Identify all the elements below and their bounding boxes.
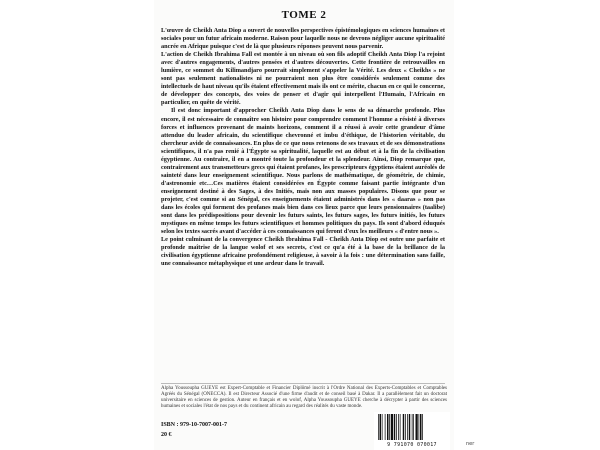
barcode-icon (374, 412, 450, 442)
side-mark: ner (466, 441, 475, 447)
divider (161, 383, 445, 384)
isbn-label: ISBN : 979-10-7007-001-7 (161, 422, 227, 428)
paragraph-1: L'œuvre de Cheikh Anta Diop a ouvert de nouvelles perspectives épistémologiques en sciences humaines et sociales pour un futur africain moderne. Raison pour laquelle nous ne devrons négliger aucune spiritualité ancrée en Afrique puisque c'est de là que plusieurs réponses peuvent nous parvenir. (161, 27, 445, 51)
page-title: TOME 2 (281, 9, 327, 21)
barcode-digits: 9 791070 070017 (387, 442, 437, 448)
back-cover-page (154, 0, 454, 450)
paragraph-2: L'action de Cheikh Ibrahima Fall est montée à un niveau où son fils adoptif Cheikh Anta Diop l'a rejoint avec d'autres engagements, d'autres pensées et d'autres découvertes. Cette frontière de retrouvailles en lumière, ce sommet du Kilimandjaro pourrait simplement s'appeler la Vérité. Les deux « Cheikhs » ne sont pas seulement nationalistes ni ne pourraient non plus être considérés seulement comme des intellectuels de haut niveau qu'ils étaient effectivement mais ils ont ce mérite, chacun en ce qui le concerne, de développer des concepts, des voies de penser et d'agir qui interpellent l'Humain, l'Africain en particulier, en quête de vérité. (161, 51, 445, 107)
author-bio: Alpha Youssoupha GUEYE est Expert-Comptable et Financier Diplômé inscrit à l'Ordre National des Experts-Comptables et Comptables Agréés du Sénégal (ONECCA). Il est Directeur Associé d'une firme d'audit et de conseil basé à Dakar. Il a parallèlement fait un doctorat universitaire en sciences de gestion. Auteur en français et en wolof, Alpha Youssoupha GUEYE cherche à décrypter à partir des sciences humaines et sociales l'état de nos pays et du continent africain au regard des réalités du vaste monde. (161, 386, 447, 410)
main-text (161, 27, 445, 268)
price-label: 20 € (161, 432, 172, 438)
barcode (374, 412, 450, 450)
paragraph-3: Il est donc important d'approcher Cheikh Anta Diop dans le sens de sa démarche profonde. Plus encore, il est nécessaire de connaître son histoire pour comprendre comment l'homme a résisté à diverses forces et influences provenant de maints horizons, comment il a réussi à avoir cette grandeur d'âme attendue du leader africain, du scientifique chevronné et imbu d'éthique, de l'historien véritable, du chercheur avide de connaissances. En plus de ce que nous retenons de ses travaux et de ses démonstrations scientifiques, il n'a pas renié à l'Égypte sa spiritualité, laquelle est au début et à la fin de la civilisation égyptienne. Au contraire, il en a montré toute la profondeur et la splendeur. Ainsi, Diop remarque que, contrairement aux transmetteurs grecs qui étaient profanes, les prescripteurs égyptiens étaient auréolés de sainteté dans leur enseignement scientifique. Nous parlons de mathématique, de géométrie, de chimie, d'astronomie etc…Ces matières étaient considérées en Égypte comme faisant partie intégrante d'un enseignement destiné à des Sages, à des Initiés, mais non aux masses populaires. Disons que pour se projeter, c'est comme si au Sénégal, ces enseignements étaient administrés dans les « daaras » non pas dans les écoles qui forment des profanes mais bien dans ces lieux parce que leurs pensionnaires (taalibe) sont dans les prédispositions pour devenir les futurs saints, les futurs sages, les futurs initiés, les futurs mystiques en même temps les futurs scientifiques et hommes politiques du pays. Ils sont d'abord éduqués selon les textes sacrés avant d'accéder à ces connaissances qui feront d'eux les meilleurs « d'entre nous ». (161, 107, 445, 236)
paragraph-4: Le point culminant de la convergence Cheikh Ibrahima Fall - Cheikh Anta Diop est outre une parfaite et profonde maîtrise de la langue wolof et ses secrets, c'est ce qu'a été à la base de la brillance de la civilisation égyptienne africaine profondément religieuse, à savoir à la fois : une détermination sans faille, une connaissance métaphysique et une ardeur dans le travail. (161, 236, 445, 268)
